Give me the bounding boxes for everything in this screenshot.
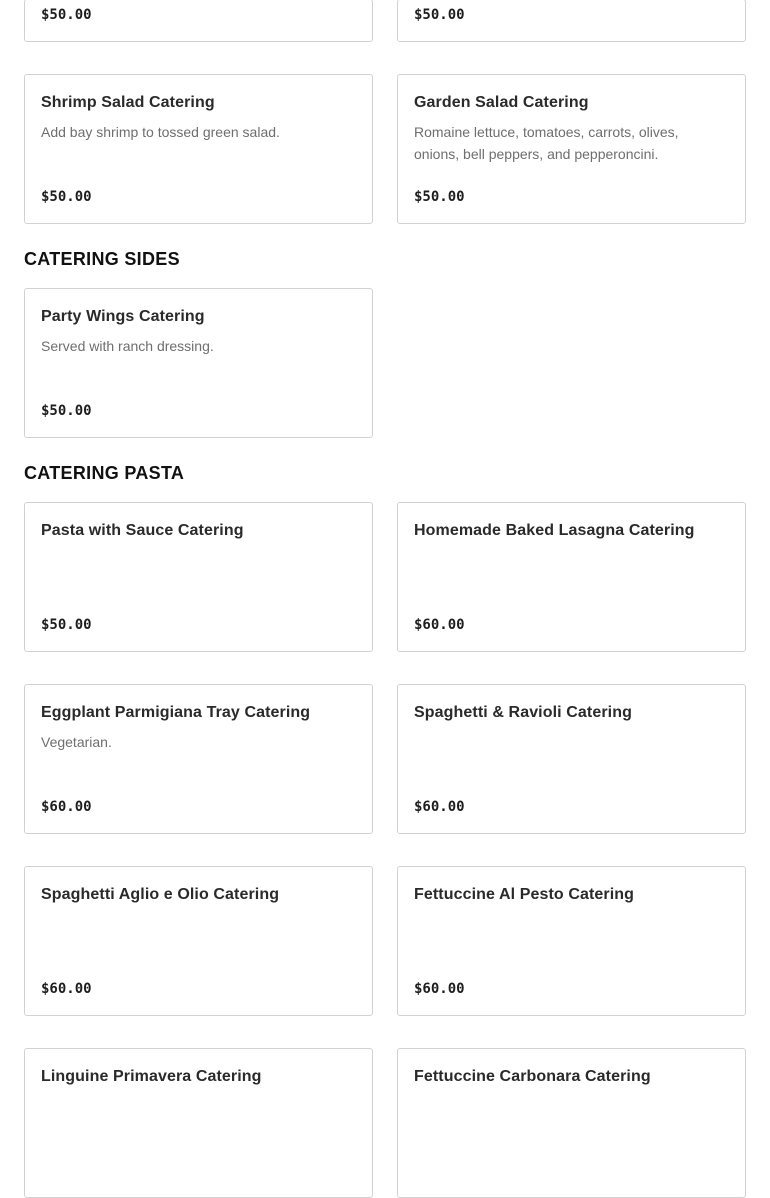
item-title: Spaghetti Aglio e Olio Catering (41, 886, 280, 903)
item-title: Spaghetti & Ravioli Catering (414, 704, 632, 721)
menu-item-card[interactable] (24, 0, 373, 42)
item-price: $60.00 (414, 617, 465, 633)
menu-item-card[interactable] (24, 74, 373, 224)
item-price: $60.00 (41, 799, 92, 815)
item-price: $50.00 (414, 189, 465, 205)
menu-item-card[interactable] (24, 684, 373, 834)
section-heading-sides: CATERING SIDES (24, 249, 180, 269)
menu-item-card[interactable] (24, 288, 373, 438)
item-title: Shrimp Salad Catering (41, 94, 215, 111)
item-title: Eggplant Parmigiana Tray Catering (41, 704, 311, 721)
item-title: Party Wings Catering (41, 308, 205, 325)
menu-item-card[interactable] (397, 866, 746, 1016)
item-title: Homemade Baked Lasagna Catering (414, 522, 695, 539)
item-title: Fettuccine Al Pesto Catering (414, 886, 635, 903)
item-title: Linguine Primavera Catering (41, 1068, 262, 1085)
menu-item-card[interactable] (24, 1048, 373, 1198)
item-description: Romaine lettuce, tomatoes, carrots, olives, onions, bell peppers, and pepperoncini. (414, 124, 679, 162)
item-description: Add bay shrimp to tossed green salad. (41, 124, 280, 140)
menu-item-card[interactable] (397, 684, 746, 834)
menu-item-card[interactable] (397, 74, 746, 224)
item-title: Pasta with Sauce Catering (41, 522, 244, 539)
item-price: $50.00 (41, 617, 92, 633)
menu-item-card[interactable] (397, 0, 746, 42)
item-title: Garden Salad Catering (414, 94, 589, 111)
menu-item-card[interactable] (397, 1048, 746, 1198)
section-heading-pasta: CATERING PASTA (24, 463, 185, 483)
item-description: Vegetarian. (41, 734, 112, 750)
item-price: $60.00 (41, 981, 92, 997)
item-title: Fettuccine Carbonara Catering (414, 1068, 651, 1085)
item-price: $50.00 (41, 403, 92, 419)
menu-item-card[interactable] (397, 502, 746, 652)
menu-item-card[interactable] (24, 866, 373, 1016)
item-price: $50.00 (41, 189, 92, 205)
menu-item-card[interactable] (24, 502, 373, 652)
item-price: $60.00 (414, 981, 465, 997)
item-price: $50.00 (41, 7, 92, 23)
item-price: $50.00 (414, 7, 465, 23)
item-price: $60.00 (414, 799, 465, 815)
item-description: Served with ranch dressing. (41, 338, 214, 354)
